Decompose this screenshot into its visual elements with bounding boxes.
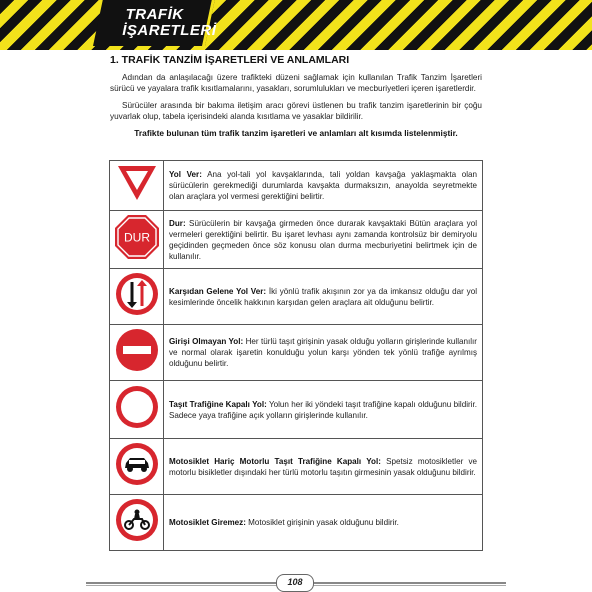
sign-cell <box>110 439 164 495</box>
header-title-box <box>93 0 215 46</box>
sign-cell <box>110 161 164 211</box>
no-motor-vehicles-sign-icon <box>114 441 160 487</box>
intro-paragraph-1: Adından da anlaşılacağı üzere trafikteki düzeni sağlamak için kullanılan Trafik Tanzim İşaretleri sürücü ve yayalara trafik kısıtlamalarını, yasakları, sorumlulukları ve mecburiyetleri içeren işaretlerdir. <box>110 73 482 93</box>
sign-text: Sürücülerin bir kavşağa girmeden önce durarak kavşaktaki Bütün araçlara yol vermeleri gerektiğini belirtir. Bu işaret levhası aynı zamanda kontrolsüz bir demiryolu geçidinden geçmeden önce söz konusu olan durma mecburiyetini belirtmek için de kullanılır. <box>169 218 477 261</box>
sign-name: Motosiklet Hariç Motorlu Taşıt Trafiğine Kapalı Yol: <box>169 456 381 466</box>
sign-name: Yol Ver: <box>169 170 202 179</box>
sign-description <box>164 325 483 381</box>
sign-name: Girişi Olmayan Yol: <box>169 337 244 346</box>
sign-name: Motosiklet Giremez: <box>169 518 246 527</box>
oncoming-priority-sign-icon <box>114 271 160 317</box>
table-row <box>110 381 483 439</box>
no-motorcycles-sign-icon <box>114 497 160 543</box>
sign-text: İki yönlü trafik akışının zor ya da imkansız olduğu dar yol kesimlerinde öncelik hakkının karşıdan gelen araçlara ait olduğunu belirtir. <box>169 286 478 307</box>
sign-name: Karşıdan Gelene Yol Ver: <box>169 286 267 296</box>
sign-name: Dur: <box>169 218 186 228</box>
sign-text: Yolun her iki yöndeki taşıt trafiğine kapalı olduğunu bildirir. Sadece yaya trafiğine açık yolların girişlerinde kullanılır. <box>169 399 477 420</box>
section-title: 1. TRAFİK TANZİM İŞARETLERİ VE ANLAMLARI <box>110 54 350 66</box>
signs-table <box>109 160 483 551</box>
sign-name: Taşıt Trafiğine Kapalı Yol: <box>169 399 267 409</box>
table-row <box>110 325 483 381</box>
sign-cell <box>110 269 164 325</box>
table-row <box>110 269 483 325</box>
header-title-line2: İŞARETLERİ <box>122 22 217 39</box>
sign-description <box>164 495 483 551</box>
sign-cell <box>110 381 164 439</box>
sign-description <box>164 381 483 439</box>
sign-description <box>164 439 483 495</box>
stop-sign-text: DUR <box>123 230 150 245</box>
sign-text: Ana yol-tali yol kavşaklarında, tali yoldan kavşağa yaklaşmakta olan sürücülerin gerekmediği durumlarda kavşakta durmaksızın, anayolda seyretmekte olan araçlara yol vermesi gerektiğini belirtir. <box>169 170 477 201</box>
sign-description <box>164 161 483 211</box>
sign-text: Motosiklet girişinin yasak olduğunu bildirir. <box>245 518 399 527</box>
sign-description <box>164 211 483 269</box>
sign-cell <box>110 495 164 551</box>
intro-section <box>110 54 482 143</box>
sign-cell <box>110 211 164 269</box>
header-banner <box>0 0 592 50</box>
table-row <box>110 495 483 551</box>
sign-text: Spetsiz motosikletler ve motorlu bisikletler dışındaki her türlü motorlu taşıtın girmesinin yasak olduğunu bildirir. <box>169 456 478 477</box>
table-row <box>110 211 483 269</box>
sign-description <box>164 269 483 325</box>
no-vehicles-sign-icon <box>114 384 160 430</box>
yield-sign-icon <box>115 163 159 203</box>
page-number: 108 <box>276 574 314 592</box>
table-row <box>110 161 483 211</box>
sign-cell <box>110 325 164 381</box>
stop-sign-icon <box>114 214 160 260</box>
header-title-line1: TRAFİK <box>125 6 184 23</box>
list-lead: Trafikte bulunan tüm trafik tanzim işaretleri ve anlamları alt kısımda listelenmiştir. <box>134 128 458 138</box>
table-row <box>110 439 483 495</box>
intro-paragraph-2: Sürücüler arasında bir bakıma iletişim aracı görevi üstlenen bu trafik tanzim işaretlerinin bir çoğu yuvarlak olup, tabela içerisindeki alanda kısıtlama ve yasaklar bildirilir. <box>110 101 482 121</box>
no-entry-sign-icon <box>114 327 160 373</box>
sign-text: Her türlü taşıt girişinin yasak olduğu yolların girişlerinde kullanılır ve normal olarak işaretin konulduğu yolun karşı yönden tek yönlü trafiğe ayrılmış olduğunu belirtir. <box>169 337 478 368</box>
